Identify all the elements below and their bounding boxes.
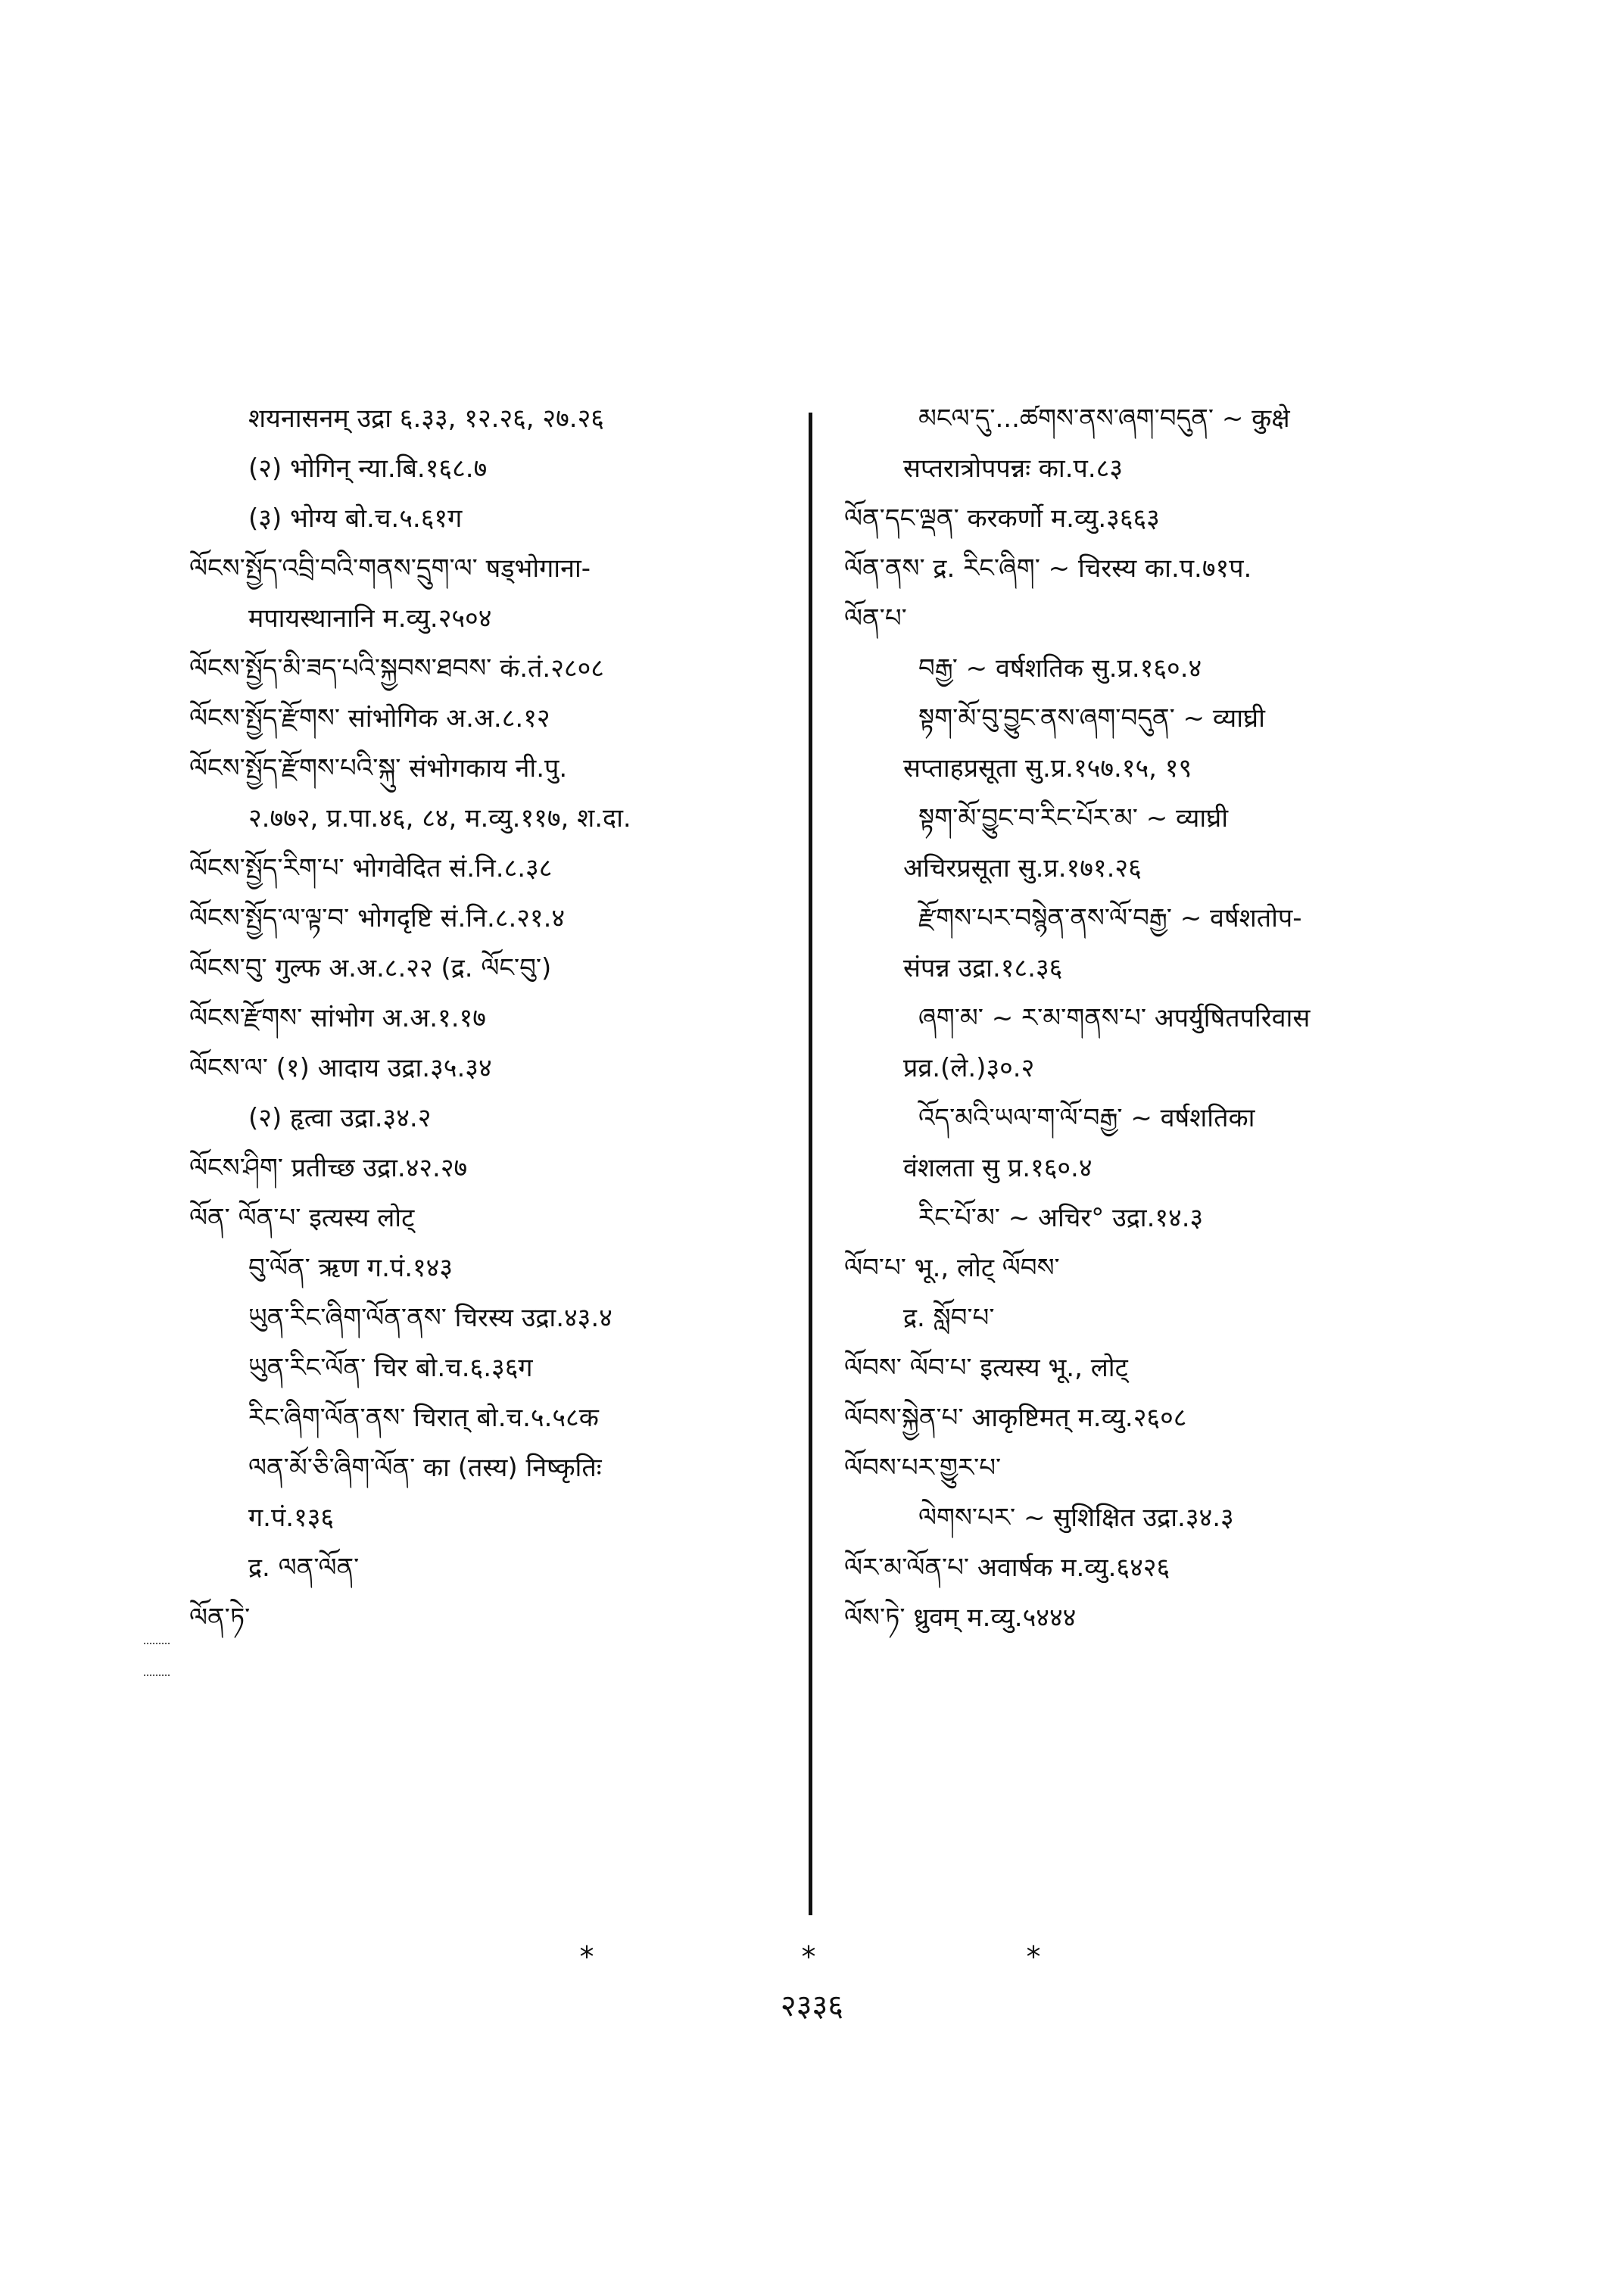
entry-line: ལོངས་སྤྱོད་རྫོགས་ सांभोगिक अ.अ.८.१२ bbox=[189, 703, 550, 734]
entry-line: ལོངས་ཤིག་ प्रतीच्छ उद्रा.४२.२७ bbox=[189, 1153, 468, 1183]
entry-line: ལོབ་པ་ भू., लोट् ལོབས་ bbox=[844, 1253, 1060, 1283]
entry-line: द्र. སློབ་པ་ bbox=[903, 1303, 995, 1333]
entry-line: ལོངས་སྤྱོད་འབྲི་བའི་གནས་དྲུག་ལ་ षड्भोगाना- bbox=[189, 553, 591, 584]
entry-line: (२) भोगिन् न्या.बि.१६८.७ bbox=[248, 453, 488, 484]
footer-ornament bbox=[0, 1934, 1624, 1980]
entry-line: अचिरप्रसूता सु.प्र.१७१.२६ bbox=[903, 853, 1142, 883]
entry-line: सप्ताहप्रसूता सु.प्र.१५७.१५, १९ bbox=[903, 753, 1192, 784]
entry-line: ལན་མོ་ཅི་ཞིག་ལོན་ का (तस्य) निष्कृतिः bbox=[248, 1453, 602, 1483]
footer-star: * bbox=[1026, 1940, 1041, 1974]
page-number: २३३६ bbox=[780, 1989, 844, 2024]
entry-line: ལོར་མ་ལོན་པ་ अवार्षक म.व्यु.६४२६ bbox=[844, 1553, 1170, 1583]
entry-line: द्र. ལན་ལོན་ bbox=[248, 1553, 360, 1583]
entry-line: འོད་མའི་ཡལ་ག་ལོ་བརྒྱ་ ~ वर्षशतिका bbox=[918, 1103, 1255, 1133]
entry-line: ལོངས་བུ་ गुल्फ अ.अ.८.२२ (द्र. ལོང་བུ་) bbox=[189, 953, 552, 983]
entry-line: ལོངས་རྫོགས་ सांभोग अ.अ.१.१७ bbox=[189, 1003, 486, 1033]
entry-line: प्रव्र.(ले.)३०.२ bbox=[903, 1053, 1035, 1083]
entry-line: शयनासनम् उद्रा ६.३३, १२.२६, २७.२६ bbox=[248, 403, 604, 434]
column-divider bbox=[809, 413, 812, 1915]
right-column bbox=[844, 394, 1457, 1643]
entry-line: རྫོགས་པར་བསྙེན་ནས་ལོ་བརྒྱ་ ~ वर्षशतोप- bbox=[918, 903, 1302, 933]
margin-scan-mark bbox=[144, 1643, 170, 1676]
entry-line: སྟག་མོ་བྱུང་བ་རིང་པོར་མ་ ~ व्याघ्री bbox=[918, 803, 1229, 833]
entry-line: ལོབས་པར་གྱུར་པ་ bbox=[844, 1453, 1002, 1483]
entry-line: བུ་ལོན་ ऋण ग.पं.१४३ bbox=[248, 1253, 454, 1283]
entry-line: བརྒྱ་ ~ वर्षशतिक सु.प्र.१६०.४ bbox=[918, 653, 1202, 684]
entry-line: संपन्न उद्रा.१८.३६ bbox=[903, 953, 1063, 983]
entry-line: (३) भोग्य बो.च.५.६१ग bbox=[248, 503, 463, 534]
entry-line: ཞག་མ་ ~ ར་མ་གནས་པ་ अपर्युषितपरिवास bbox=[918, 1003, 1311, 1033]
entry-line: ཡུན་རིང་ལོན་ चिर बो.च.६.३६ग bbox=[248, 1353, 533, 1383]
entry-line: ལོན་ཏེ་ bbox=[189, 1603, 251, 1633]
entry-line: ལོས་ཏེ་ ध्रुवम् म.व्यु.५४४४ bbox=[844, 1603, 1077, 1633]
entry-line: མངལ་དུ་...ཚགས་ནས་ཞག་བདུན་ ~ कुक्षे bbox=[918, 403, 1290, 434]
entry-line: ग.पं.१३६ bbox=[248, 1503, 335, 1533]
entry-line: ལོངས་སྤྱོད་རིག་པ་ भोगवेदित सं.नि.८.३८ bbox=[189, 853, 553, 883]
entry-line: ལོངས་ལ་ (१) आदाय उद्रा.३५.३४ bbox=[189, 1053, 492, 1083]
entry-line: २.७७२, प्र.पा.४६, ८४, म.व्यु.११७, श.दा. bbox=[248, 803, 631, 833]
entry-line: सप्तरात्रोपपन्नः का.प.८३ bbox=[903, 453, 1124, 484]
entry-line: ལོན་པ་ bbox=[844, 603, 907, 634]
entry-line: मपायस्थानानि म.व्यु.२५०४ bbox=[248, 603, 492, 634]
left-column bbox=[189, 394, 803, 1643]
entry-line: ལོན་དང་ལྡན་ करकर्णो म.व्यु.३६६३ bbox=[844, 503, 1160, 534]
entry-line: ལོངས་སྤྱོད་ལ་ལྟ་བ་ भोगदृष्टि सं.नि.८.२१.४ bbox=[189, 903, 566, 933]
footer-star: * bbox=[801, 1940, 816, 1974]
entry-line: སྟག་མོ་བུ་བྱུང་ནས་ཞག་བདུན་ ~ व्याघ्री bbox=[918, 703, 1265, 734]
entry-line: ལོངས་སྤྱོད་མི་ཟད་པའི་སྐྱབས་ཐབས་ कं.तं.२८०८ bbox=[189, 653, 604, 684]
entry-line: རིང་ཞིག་ལོན་ནས་ चिरात् बो.च.५.५८क bbox=[248, 1403, 599, 1433]
entry-line: ལོན་ ལོན་པ་ इत्यस्य लोट् bbox=[189, 1203, 415, 1233]
entry-line: རིང་པོ་མ་ ~ अचिर° उद्रा.१४.३ bbox=[918, 1203, 1204, 1233]
entry-line: ལོངས་སྤྱོད་རྫོགས་པའི་སྐུ་ संभोगकाय नी.पु. bbox=[189, 753, 568, 784]
entry-line: ལེགས་པར་ ~ सुशिक्षित उद्रा.३४.३ bbox=[918, 1503, 1234, 1533]
entry-line: ལོན་ནས་ द्र. རིང་ཞིག་ ~ चिरस्य का.प.७१प. bbox=[844, 553, 1252, 584]
entry-line: ཡུན་རིང་ཞིག་ལོན་ནས་ चिरस्य उद्रा.४३.४ bbox=[248, 1303, 613, 1333]
footer-star: * bbox=[579, 1940, 594, 1974]
entry-line: ལོབས་སྐྱེན་པ་ आकृष्टिमत् म.व्यु.२६०८ bbox=[844, 1403, 1187, 1433]
entry-line: ལོབས་ ལོབ་པ་ इत्यस्य भू., लोट् bbox=[844, 1353, 1128, 1383]
entry-line: वंशलता सु प्र.१६०.४ bbox=[903, 1153, 1093, 1183]
entry-line: (२) हृत्वा उद्रा.३४.२ bbox=[248, 1103, 432, 1133]
